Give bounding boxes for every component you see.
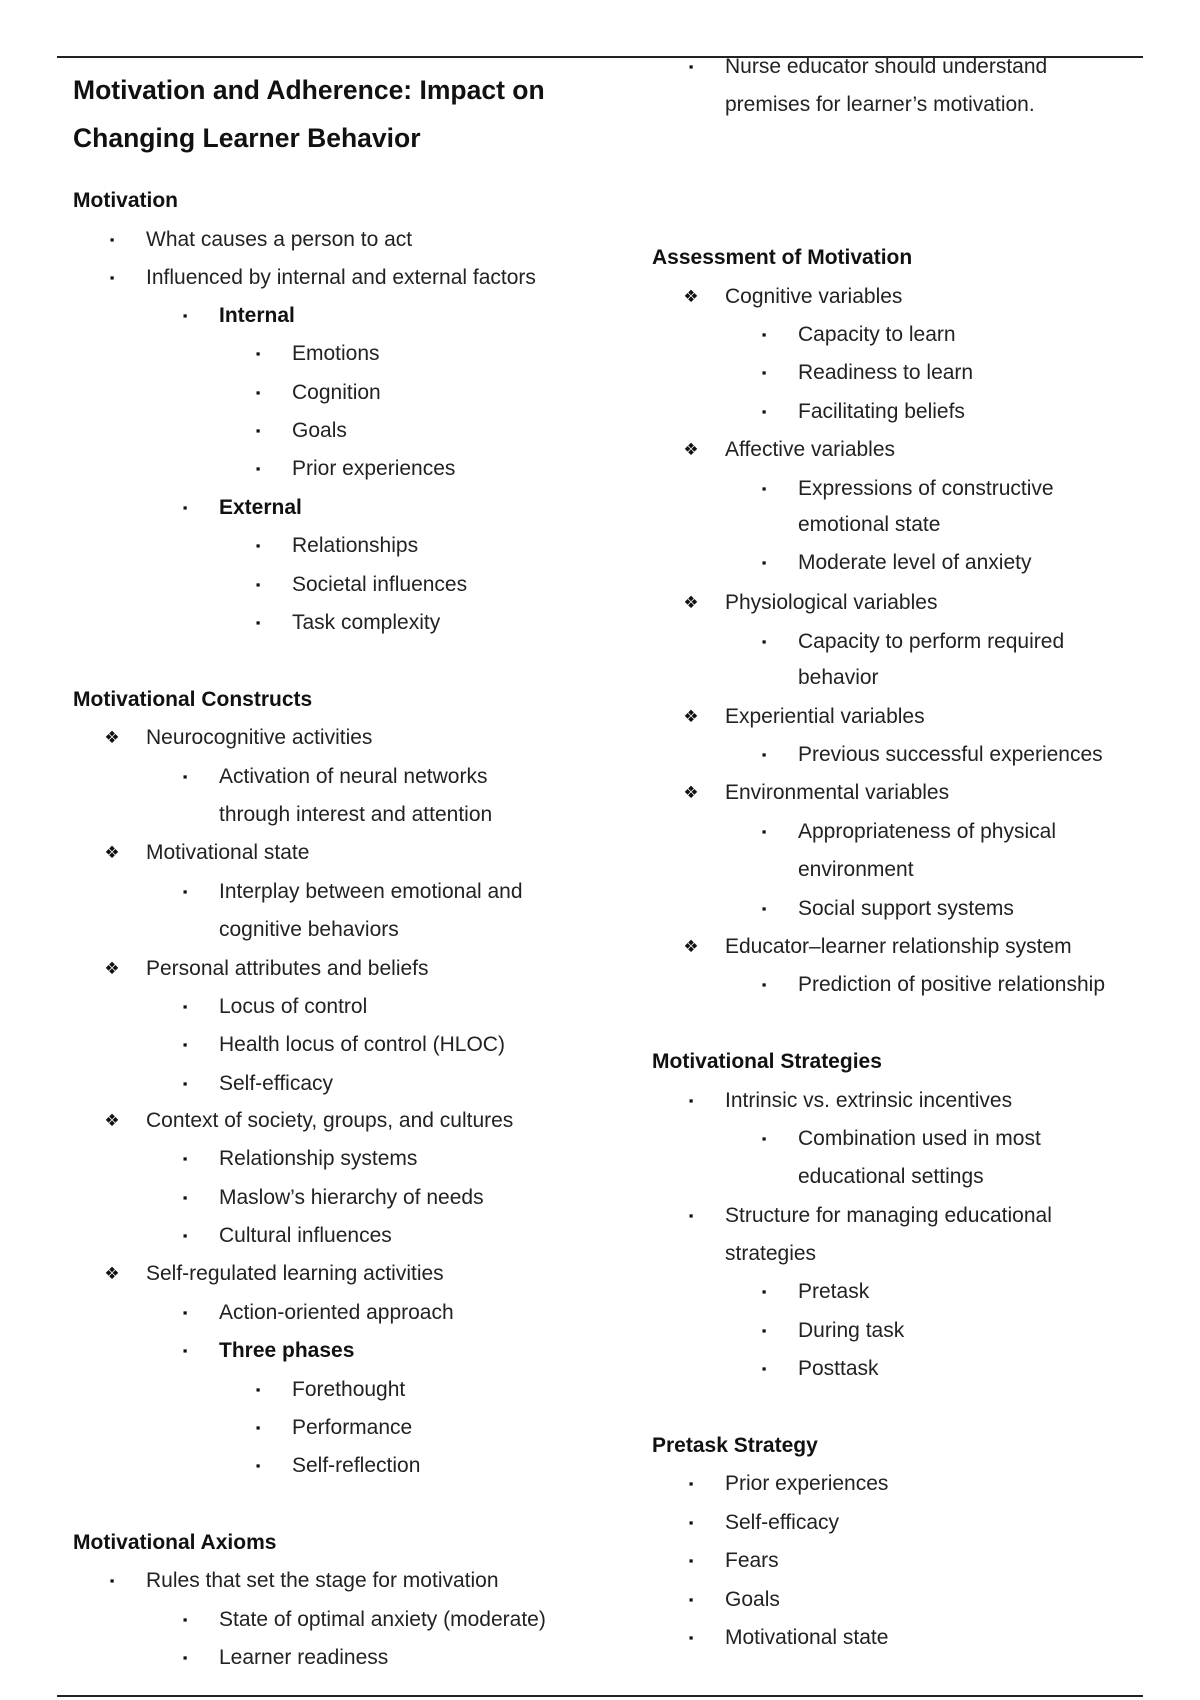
list-item-text: Experiential variables: [725, 705, 925, 728]
diamond-bullet-icon: ❖: [104, 959, 120, 978]
list-item-text: Societal influences: [292, 573, 468, 596]
list-item-text: Self-regulated learning activities: [146, 1262, 444, 1285]
diamond-bullet-icon: ❖: [104, 1111, 120, 1130]
square-bullet-icon: ▪: [255, 423, 261, 438]
square-bullet-icon: ▪: [182, 1612, 188, 1627]
section-heading: [652, 1427, 818, 1465]
section-heading: [652, 239, 912, 277]
list-item-text: During task: [798, 1319, 905, 1342]
diamond-bullet-icon: ❖: [683, 707, 699, 726]
square-bullet-icon: ▪: [688, 1515, 694, 1530]
list-item-text: Fears: [725, 1549, 779, 1572]
square-bullet-icon: ▪: [761, 977, 767, 992]
square-bullet-icon: ▪: [109, 270, 115, 285]
list-item-text: emotional state: [798, 513, 941, 536]
list-item-text: Performance: [292, 1416, 413, 1439]
square-bullet-icon: ▪: [761, 555, 767, 570]
square-bullet-icon: ▪: [255, 1458, 261, 1473]
list-item-text: What causes a person to act: [146, 228, 413, 251]
square-bullet-icon: ▪: [182, 999, 188, 1014]
list-item-text: Locus of control: [219, 995, 368, 1018]
square-bullet-icon: ▪: [182, 1228, 188, 1243]
list-item-text: strategies: [725, 1242, 817, 1265]
square-bullet-icon: ▪: [688, 1476, 694, 1491]
list-item-text: Goals: [725, 1588, 780, 1611]
square-bullet-icon: ▪: [182, 500, 188, 515]
list-item-text: Posttask: [798, 1357, 879, 1380]
section-heading-text: Motivational Strategies: [652, 1050, 882, 1073]
diamond-bullet-icon: ❖: [683, 287, 699, 306]
list-item-text: External: [219, 496, 302, 519]
square-bullet-icon: ▪: [761, 824, 767, 839]
diamond-bullet-icon: ❖: [683, 937, 699, 956]
list-item-text: Motivational state: [725, 1626, 889, 1649]
list-item-text: Influenced by internal and external factors: [146, 266, 536, 289]
square-bullet-icon: ▪: [182, 1076, 188, 1091]
square-bullet-icon: ▪: [182, 1343, 188, 1358]
square-bullet-icon: ▪: [688, 1093, 694, 1108]
list-item-text: Prior experiences: [292, 457, 456, 480]
list-item-text: Prior experiences: [725, 1472, 889, 1495]
section-heading-text: Motivational Axioms: [73, 1531, 277, 1554]
square-bullet-icon: ▪: [182, 1037, 188, 1052]
list-item-text: Maslow’s hierarchy of needs: [219, 1186, 484, 1209]
square-bullet-icon: ▪: [688, 1592, 694, 1607]
list-item-text: Structure for managing educational: [725, 1204, 1052, 1227]
list-item-text: Affective variables: [725, 438, 896, 461]
square-bullet-icon: ▪: [255, 615, 261, 630]
list-item-text: Action-oriented approach: [219, 1301, 454, 1324]
square-bullet-icon: ▪: [761, 747, 767, 762]
list-item-text: Moderate level of anxiety: [798, 551, 1032, 574]
section-heading: [73, 1524, 276, 1562]
square-bullet-icon: ▪: [109, 1573, 115, 1588]
list-item-text: Cultural influences: [219, 1224, 392, 1247]
section-heading-text: Motivational Constructs: [73, 688, 313, 711]
list-item-text: Three phases: [219, 1339, 355, 1362]
square-bullet-icon: ▪: [255, 1420, 261, 1435]
list-item-text: through interest and attention: [219, 803, 493, 826]
list-item-text: Educator–learner relationship system: [725, 935, 1072, 958]
section-heading: [652, 1043, 882, 1081]
list-item-text: Intrinsic vs. extrinsic incentives: [725, 1089, 1013, 1112]
list-item-text: Relationship systems: [219, 1147, 418, 1170]
list-item-text: Social support systems: [798, 897, 1014, 920]
list-item-text: Health locus of control (HLOC): [219, 1033, 505, 1056]
section-heading: [73, 681, 312, 719]
square-bullet-icon: ▪: [182, 769, 188, 784]
list-item-text: Self-efficacy: [725, 1511, 839, 1534]
diamond-bullet-icon: ❖: [104, 1264, 120, 1283]
square-bullet-icon: ▪: [688, 59, 694, 74]
section-heading-text: Assessment of Motivation: [652, 246, 913, 269]
list-item-text: premises for learner’s motivation.: [725, 93, 1035, 116]
diamond-bullet-icon: ❖: [683, 440, 699, 459]
list-item-text: Forethought: [292, 1378, 406, 1401]
list-item-text: environment: [798, 858, 914, 881]
list-item-text: Prediction of positive relationship: [798, 973, 1106, 996]
list-item-text: Capacity to perform required: [798, 630, 1065, 653]
list-item-text: State of optimal anxiety (moderate): [219, 1608, 546, 1631]
list-item-text: Context of society, groups, and cultures: [146, 1109, 514, 1132]
list-item-text: behavior: [798, 666, 879, 689]
square-bullet-icon: ▪: [182, 1190, 188, 1205]
list-item-text: Goals: [292, 419, 347, 442]
square-bullet-icon: ▪: [761, 327, 767, 342]
list-item-text: Self-reflection: [292, 1454, 421, 1477]
list-item-text: Cognition: [292, 381, 381, 404]
list-item-text: Readiness to learn: [798, 361, 974, 384]
square-bullet-icon: ▪: [688, 1553, 694, 1568]
list-item-text: Internal: [219, 304, 295, 327]
square-bullet-icon: ▪: [255, 346, 261, 361]
square-bullet-icon: ▪: [182, 884, 188, 899]
list-item-text: Pretask: [798, 1280, 870, 1303]
square-bullet-icon: ▪: [182, 1650, 188, 1665]
list-item-text: Facilitating beliefs: [798, 400, 965, 423]
page-title: [73, 66, 633, 162]
square-bullet-icon: ▪: [761, 404, 767, 419]
list-item-text: Relationships: [292, 534, 419, 557]
list-item-text: Capacity to learn: [798, 323, 956, 346]
section-heading-text: Motivation: [73, 189, 178, 212]
diamond-bullet-icon: ❖: [683, 783, 699, 802]
square-bullet-icon: ▪: [761, 1361, 767, 1376]
square-bullet-icon: ▪: [255, 538, 261, 553]
square-bullet-icon: ▪: [761, 901, 767, 916]
list-item-text: Expressions of constructive: [798, 477, 1054, 500]
list-item-text: Activation of neural networks: [219, 765, 488, 788]
list-item-text: Combination used in most: [798, 1127, 1041, 1150]
section-heading: [73, 182, 178, 220]
list-item-text: Physiological variables: [725, 591, 938, 614]
square-bullet-icon: ▪: [109, 232, 115, 247]
list-item-text: Self-efficacy: [219, 1072, 333, 1095]
square-bullet-icon: ▪: [761, 365, 767, 380]
list-item-text: Cognitive variables: [725, 285, 903, 308]
list-item-text: Appropriateness of physical: [798, 820, 1056, 843]
page-title-line-1: Motivation and Adherence: Impact on: [73, 75, 545, 105]
square-bullet-icon: ▪: [688, 1208, 694, 1223]
square-bullet-icon: ▪: [761, 481, 767, 496]
page-title-line-2: Changing Learner Behavior: [73, 123, 421, 153]
square-bullet-icon: ▪: [761, 1131, 767, 1146]
list-item-text: Rules that set the stage for motivation: [146, 1569, 499, 1592]
list-item-text: Motivational state: [146, 841, 310, 864]
list-item-text: Neurocognitive activities: [146, 726, 373, 749]
diamond-bullet-icon: ❖: [104, 843, 120, 862]
square-bullet-icon: ▪: [761, 1284, 767, 1299]
square-bullet-icon: ▪: [761, 1323, 767, 1338]
bottom-rule: [57, 1695, 1143, 1697]
square-bullet-icon: ▪: [255, 577, 261, 592]
diamond-bullet-icon: ❖: [104, 728, 120, 747]
list-item-text: Nurse educator should understand: [725, 55, 1048, 78]
list-item-text: educational settings: [798, 1165, 984, 1188]
section-heading-text: Pretask Strategy: [652, 1434, 818, 1457]
diamond-bullet-icon: ❖: [683, 593, 699, 612]
list-item-text: Previous successful experiences: [798, 743, 1103, 766]
square-bullet-icon: ▪: [255, 461, 261, 476]
square-bullet-icon: ▪: [761, 634, 767, 649]
list-item-text: Environmental variables: [725, 781, 950, 804]
list-item-text: Emotions: [292, 342, 380, 365]
square-bullet-icon: ▪: [182, 308, 188, 323]
square-bullet-icon: ▪: [182, 1305, 188, 1320]
list-item-text: Personal attributes and beliefs: [146, 957, 429, 980]
list-item-text: cognitive behaviors: [219, 918, 399, 941]
square-bullet-icon: ▪: [255, 385, 261, 400]
square-bullet-icon: ▪: [255, 1382, 261, 1397]
list-item-text: Task complexity: [292, 611, 441, 634]
list-item-text: Learner readiness: [219, 1646, 389, 1669]
list-item-text: Interplay between emotional and: [219, 880, 523, 903]
square-bullet-icon: ▪: [688, 1630, 694, 1645]
square-bullet-icon: ▪: [182, 1151, 188, 1166]
